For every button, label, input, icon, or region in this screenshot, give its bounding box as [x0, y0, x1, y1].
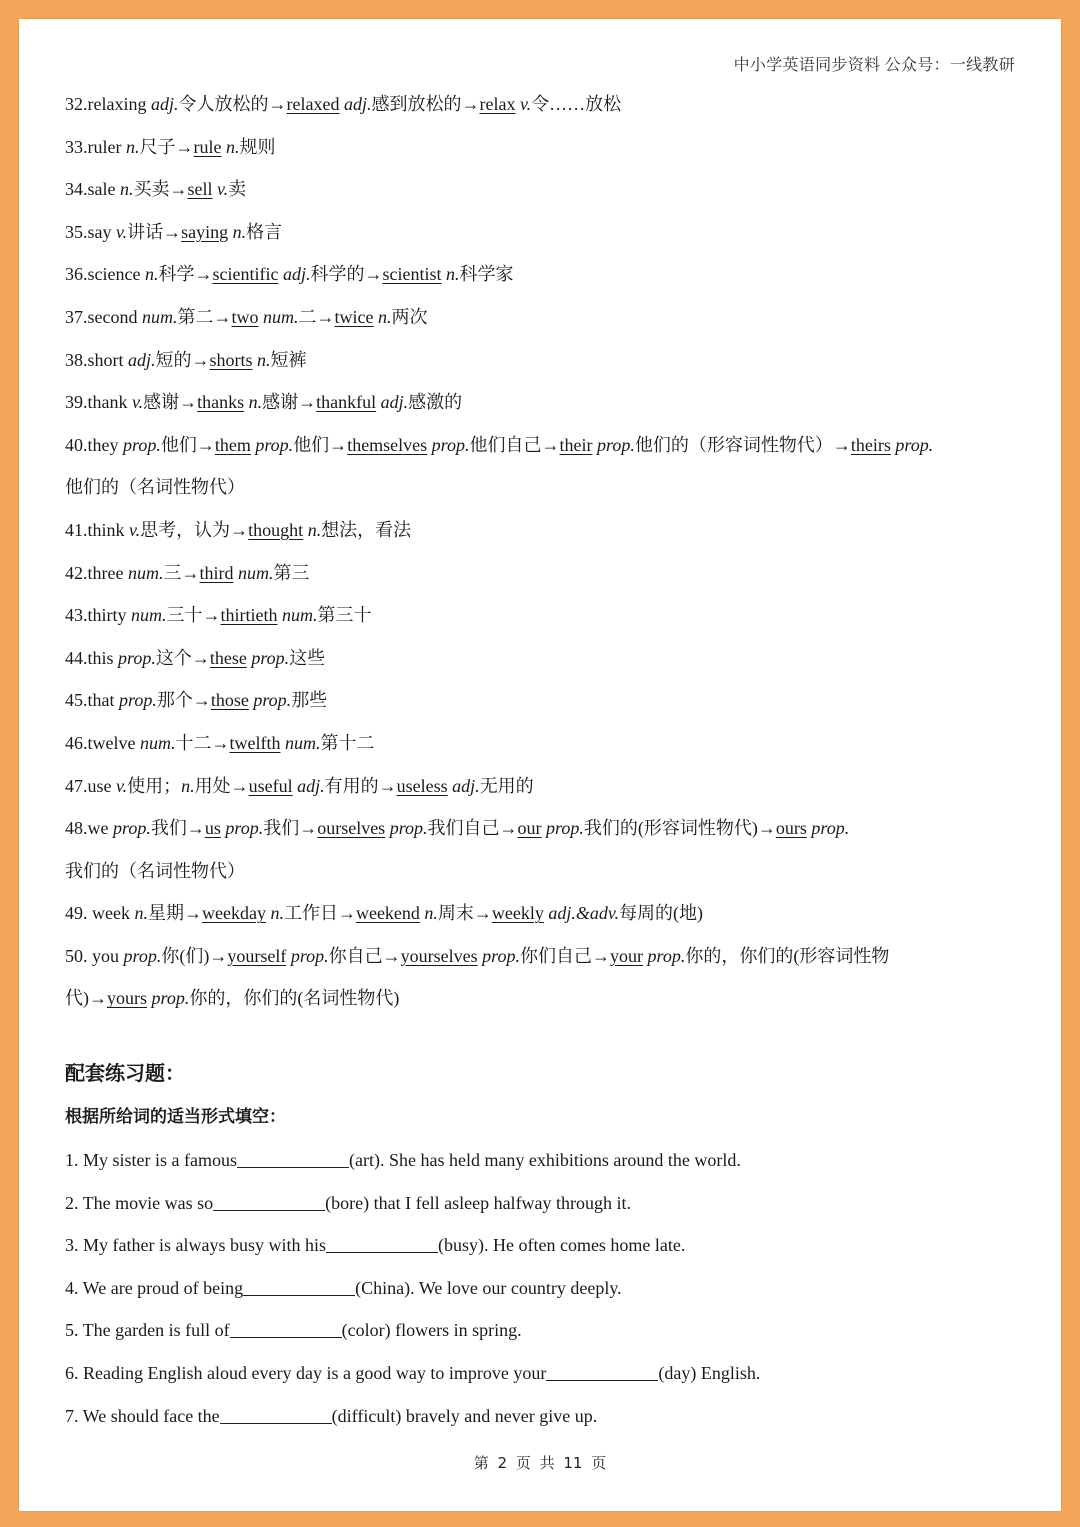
answer-blank [326, 1234, 438, 1253]
exercise-text: 2. The movie was so [65, 1192, 214, 1213]
part-of-speech: v. [129, 519, 141, 540]
vocab-line [65, 552, 1025, 595]
vocab-text: 买卖→ [133, 179, 188, 200]
vocab-text: 十二→ [175, 732, 230, 753]
part-of-speech: prop. [290, 945, 329, 966]
part-of-speech: num. [284, 732, 321, 753]
part-of-speech: num. [139, 732, 176, 753]
vocab-text: 48.we [65, 818, 113, 839]
vocab-line [65, 850, 1025, 893]
vocab-text: 37.second [65, 306, 142, 327]
part-of-speech: num. [237, 562, 274, 583]
part-of-speech: prop. [597, 434, 635, 455]
vocab-text: 你自己→ [328, 945, 401, 966]
derived-word: weekly [491, 903, 544, 924]
vocab-text: 我们自己→ [427, 818, 518, 839]
derived-word: your [610, 945, 643, 966]
vocab-text: 43.thirty [65, 605, 131, 626]
vocab-text: 科学家 [459, 264, 514, 285]
part-of-speech: n. [225, 136, 240, 157]
vocab-text: 32.relaxing [65, 94, 151, 114]
vocab-text: 50. you [65, 945, 124, 966]
part-of-speech: v. [132, 392, 144, 413]
vocab-text: 我们→ [263, 818, 318, 839]
derived-word: rule [193, 136, 222, 157]
exercise-text: (color) flowers in spring. [341, 1320, 522, 1341]
derived-word: thankful [316, 392, 377, 413]
exercise-text: 1. My sister is a famous [65, 1150, 237, 1170]
part-of-speech: prop. [113, 818, 151, 839]
exercise-text: 7. We should face the [65, 1405, 220, 1426]
vocab-text: 讲话→ [127, 221, 182, 242]
exercise-item [65, 1267, 1025, 1310]
part-of-speech: n. [232, 221, 247, 242]
vocab-line [65, 509, 1025, 552]
vocab-line [65, 892, 1025, 935]
vocab-text: 我们的(形容词性物代)→ [583, 818, 776, 839]
vocab-line [65, 168, 1025, 211]
part-of-speech: adj. [282, 264, 311, 285]
vocab-text: 有用的→ [324, 775, 397, 796]
part-of-speech: v. [116, 221, 128, 242]
vocab-text: 短裤 [270, 349, 307, 370]
vocab-line [65, 253, 1025, 296]
part-of-speech: num. [141, 306, 178, 327]
vocab-text: 他们自己→ [469, 434, 560, 455]
vocab-text: 42.three [65, 562, 128, 583]
exercise-text: (art). She has held many exhibitions around the world. [348, 1150, 741, 1170]
part-of-speech: adj. [380, 392, 409, 413]
derived-word: ours [775, 818, 807, 839]
part-of-speech: n. [257, 349, 271, 370]
vocab-text: 49. week [65, 903, 135, 924]
vocab-line [65, 424, 1025, 467]
derived-word: their [559, 434, 593, 455]
vocab-text: 你的，你们的(名词性物代) [189, 988, 400, 1009]
vocab-text: 33.ruler [65, 136, 126, 157]
vocab-text: 感到放松的→ [371, 94, 480, 114]
derived-word: ourselves [317, 818, 386, 839]
exercise-item [65, 1182, 1025, 1225]
exercise-text: 3. My father is always busy with his [65, 1235, 326, 1256]
part-of-speech: n. [445, 264, 460, 285]
derived-word: yourselves [400, 945, 478, 966]
part-of-speech: v. [216, 179, 229, 200]
exercise-list [65, 1139, 1025, 1437]
part-of-speech: prop. [251, 647, 290, 668]
part-of-speech: adj. [150, 94, 179, 114]
vocab-text: 这些 [289, 647, 326, 668]
vocab-text: 规则 [239, 136, 276, 157]
exercise-text: 6. Reading English aloud every day is a good way to improve your [65, 1362, 547, 1383]
exercise-item [65, 1352, 1025, 1395]
vocab-line [65, 637, 1025, 680]
vocab-text: 他们→ [293, 434, 348, 455]
page-header: 中小学英语同步资料 公众号：一线教研 [733, 57, 1015, 74]
vocab-text: 那些 [291, 690, 328, 711]
vocab-line [65, 83, 1025, 126]
part-of-speech: prop. [482, 945, 520, 966]
part-of-speech: prop. [647, 945, 686, 966]
derived-word: thanks [197, 392, 245, 413]
derived-word: scientific [212, 264, 279, 285]
exercise-item [65, 1309, 1025, 1352]
vocab-line [65, 594, 1025, 637]
vocab-text: 你的，你们的(形容词性物 [685, 945, 890, 966]
vocab-text: 35.say [65, 221, 116, 242]
vocab-text: 无用的 [479, 775, 534, 796]
derived-word: saying [181, 221, 229, 242]
vocab-text: 用处→ [194, 775, 249, 796]
derived-word: twice [334, 306, 374, 327]
vocab-line [65, 765, 1025, 808]
vocab-text: 46.twelve [65, 732, 140, 753]
derived-word: thirtieth [220, 605, 278, 626]
vocab-line [65, 977, 1025, 1020]
vocab-text: 40.they [65, 434, 123, 455]
derived-word: twelfth [229, 732, 281, 753]
part-of-speech: adj.&adv. [548, 903, 620, 924]
vocab-text: 使用； [127, 775, 182, 796]
document-page [19, 19, 1061, 1511]
vocab-text: 科学的→ [310, 264, 383, 285]
part-of-speech: n. [270, 903, 284, 924]
part-of-speech: n. [307, 519, 322, 540]
vocab-text: 感谢→ [143, 392, 198, 413]
vocab-text: 44.this [65, 647, 119, 668]
part-of-speech: adj. [343, 94, 372, 114]
vocab-text: 39.thank [65, 392, 132, 413]
part-of-speech: v. [519, 94, 532, 114]
vocabulary-list [65, 83, 1025, 1020]
vocab-text: 两次 [391, 306, 428, 327]
part-of-speech: prop. [119, 690, 157, 711]
vocab-text: 41.think [65, 519, 130, 540]
part-of-speech: prop. [123, 434, 161, 455]
part-of-speech: prop. [895, 434, 934, 455]
part-of-speech: prop. [431, 434, 470, 455]
vocab-text: 我们→ [150, 818, 205, 839]
vocab-text: 令……放松 [531, 94, 622, 114]
exercise-text: 5. The garden is full of [65, 1320, 230, 1341]
part-of-speech: prop. [118, 647, 156, 668]
exercise-item [65, 1139, 1025, 1182]
vocab-line [65, 679, 1025, 722]
derived-word: those [210, 690, 249, 711]
answer-blank [243, 1277, 355, 1296]
answer-blank [237, 1149, 349, 1168]
vocab-text: 周末→ [437, 903, 492, 924]
vocab-text: 36.science [65, 264, 145, 285]
vocab-text: 卖 [228, 179, 247, 200]
vocab-line [65, 807, 1025, 850]
vocab-text: 令人放松的→ [178, 94, 287, 114]
vocab-text: 我们的（名词性物代） [65, 860, 245, 881]
vocab-text: 工作日→ [283, 903, 356, 924]
vocab-text: 第二→ [177, 306, 232, 327]
answer-blank [230, 1319, 342, 1338]
part-of-speech: n. [119, 179, 134, 200]
vocab-text: 代)→ [65, 988, 107, 1009]
vocab-text: 他们的（名词性物代） [65, 477, 245, 498]
derived-word: our [517, 818, 542, 839]
vocab-text: 他们→ [160, 434, 215, 455]
part-of-speech: n. [134, 903, 148, 924]
exercise-instruction: 根据所给词的适当形式填空： [65, 1107, 286, 1127]
part-of-speech: num. [282, 605, 318, 626]
derived-word: sell [187, 179, 213, 200]
derived-word: them [214, 434, 251, 455]
part-of-speech: n. [424, 903, 438, 924]
vocab-text: 短的→ [155, 349, 210, 370]
answer-blank [546, 1362, 658, 1381]
part-of-speech: prop. [253, 690, 292, 711]
derived-word: two [231, 306, 259, 327]
exercise-text: (day) English. [658, 1362, 761, 1383]
vocab-text: 47.use [65, 775, 116, 796]
derived-word: weekday [201, 903, 266, 924]
part-of-speech: prop. [546, 818, 584, 839]
vocab-line [65, 296, 1025, 339]
part-of-speech: prop. [151, 988, 190, 1009]
vocab-text: 那个→ [156, 690, 211, 711]
vocab-text: 第三十 [317, 605, 372, 626]
section-title: 配套练习题： [65, 1061, 185, 1085]
derived-word: useless [396, 775, 448, 796]
vocab-line [65, 935, 1025, 978]
part-of-speech: num. [127, 562, 164, 583]
derived-word: these [209, 647, 247, 668]
vocab-text: 每周的(地) [619, 903, 704, 924]
exercise-text: (busy). He often comes home late. [437, 1235, 686, 1256]
vocab-line [65, 381, 1025, 424]
part-of-speech: prop. [811, 818, 850, 839]
derived-word: useful [248, 775, 293, 796]
vocab-text: 二→ [298, 306, 335, 327]
vocab-text: 感谢→ [262, 392, 317, 413]
exercise-item [65, 1395, 1025, 1438]
part-of-speech: adj. [297, 775, 325, 796]
part-of-speech: num. [131, 605, 167, 626]
vocab-text: 他们的（形容词性物代）→ [634, 434, 851, 455]
part-of-speech: v. [116, 775, 128, 796]
derived-word: relax [479, 94, 516, 114]
vocab-line [65, 339, 1025, 382]
part-of-speech: n. [125, 136, 140, 157]
vocab-text: 思考，认为→ [140, 519, 249, 540]
part-of-speech: prop. [123, 945, 162, 966]
part-of-speech: n. [144, 264, 159, 285]
vocab-text: 想法，看法 [321, 519, 412, 540]
vocab-text: 45.that [65, 690, 119, 711]
answer-blank [213, 1192, 325, 1211]
derived-word: weekend [355, 903, 420, 924]
part-of-speech: prop. [389, 818, 428, 839]
part-of-speech: n. [248, 392, 263, 413]
part-of-speech: prop. [225, 818, 264, 839]
vocab-line [65, 126, 1025, 169]
derived-word: yourself [227, 945, 287, 966]
exercise-text: (bore) that I fell asleep halfway through it. [325, 1192, 632, 1213]
derived-word: thought [248, 519, 304, 540]
derived-word: theirs [850, 434, 891, 455]
vocab-text: 尺子→ [139, 136, 194, 157]
derived-word: us [204, 818, 221, 839]
part-of-speech: num. [262, 306, 299, 327]
vocab-text: 第三 [273, 562, 310, 583]
vocab-text: 三十→ [166, 605, 221, 626]
exercise-item [65, 1224, 1025, 1267]
exercise-text: (difficult) bravely and never give up. [331, 1405, 598, 1426]
vocab-text: 格言 [246, 221, 283, 242]
vocab-line [65, 722, 1025, 765]
vocab-text: 34.sale [65, 179, 120, 200]
exercise-text: (China). We love our country deeply. [355, 1277, 622, 1298]
vocab-text: 星期→ [147, 903, 202, 924]
vocab-text: 三→ [163, 562, 200, 583]
derived-word: scientist [382, 264, 442, 285]
vocab-text: 第十二 [320, 732, 375, 753]
part-of-speech: n. [181, 775, 195, 796]
vocab-text: 科学→ [158, 264, 213, 285]
vocab-text: 感激的 [408, 392, 463, 413]
part-of-speech: n. [377, 306, 392, 327]
answer-blank [220, 1405, 332, 1424]
derived-word: shorts [209, 349, 253, 370]
vocab-text: 你们自己→ [520, 945, 610, 966]
vocab-text: 你(们)→ [161, 945, 228, 966]
part-of-speech: adj. [452, 775, 480, 796]
page-footer: 第 2 页 共 11 页 [473, 1454, 607, 1472]
vocab-line [65, 466, 1025, 509]
vocab-text: 38.short [65, 349, 128, 370]
derived-word: yours [107, 988, 147, 1009]
part-of-speech: prop. [255, 434, 294, 455]
derived-word: relaxed [286, 94, 340, 114]
exercise-text: 4. We are proud of being [65, 1277, 244, 1298]
derived-word: third [199, 562, 234, 583]
derived-word: themselves [347, 434, 428, 455]
part-of-speech: adj. [128, 349, 156, 370]
vocab-text: 这个→ [155, 647, 210, 668]
vocab-line [65, 211, 1025, 254]
